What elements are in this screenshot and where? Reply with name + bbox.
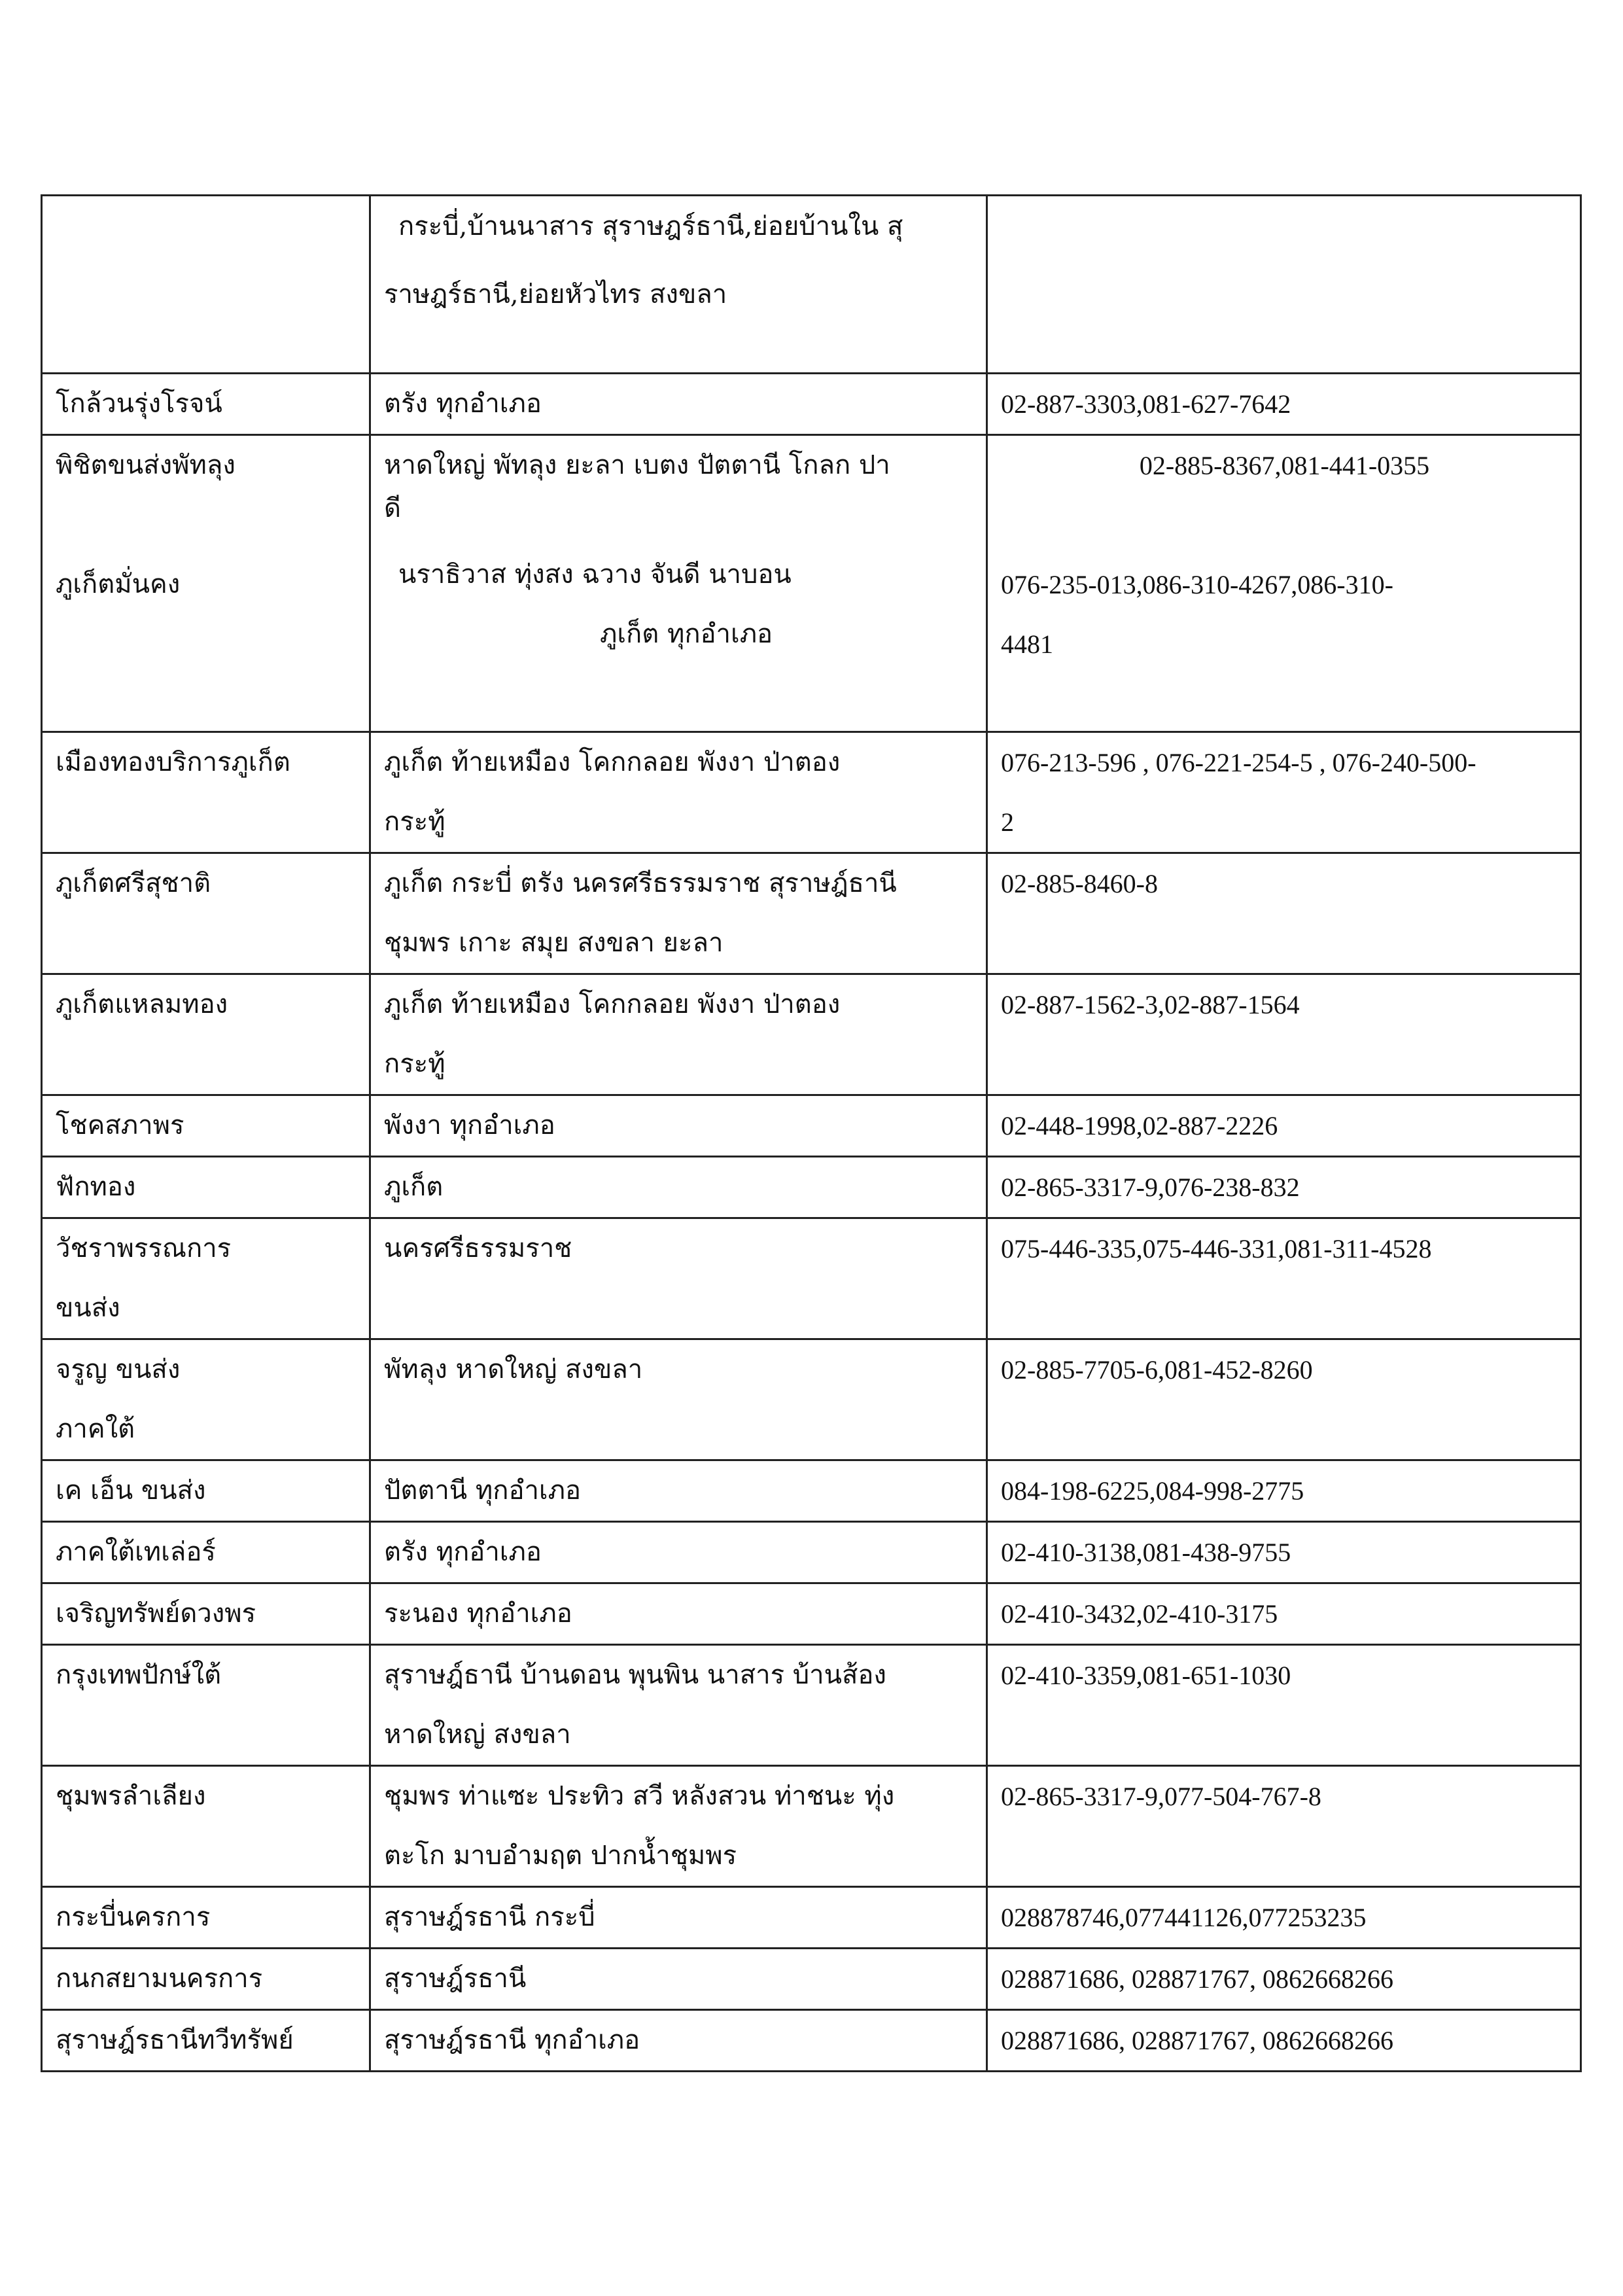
route-cell: สุราษฎ์รธานี ทุกอำเภอ xyxy=(370,2010,987,2072)
table-row xyxy=(42,1218,1581,1339)
company-cell: กนกสยามนครการ xyxy=(42,1949,370,2010)
phone-cell: 02-885-7705-6,081-452-8260 xyxy=(987,1339,1581,1460)
company-cell: ภูเก็ตศรีสุชาติ xyxy=(42,853,370,974)
route-cell: ตรัง ทุกอำเภอ xyxy=(370,374,987,435)
route-cell: ระนอง ทุกอำเภอ xyxy=(370,1583,987,1645)
table-row xyxy=(42,732,1581,853)
phone-cell: 02-410-3359,081-651-1030 xyxy=(987,1645,1581,1766)
phone-cell: 02-448-1998,02-887-2226 xyxy=(987,1095,1581,1157)
route-cell: ภูเก็ต ท้ายเหมือง โคกกลอย พังงา ป่าตอง กระทู้ xyxy=(370,974,987,1095)
route-cell: ปัตตานี ทุกอำเภอ xyxy=(370,1460,987,1522)
route-cell: นครศรีธรรมราช xyxy=(370,1218,987,1339)
phone-cell: 02-885-8367,081-441-0355 076-235-013,086-310-4267,086-310- 4481 xyxy=(987,435,1581,732)
company-cell: กรุงเทพปักษ์ใต้ xyxy=(42,1645,370,1766)
phone-cell xyxy=(987,196,1581,374)
route-cell xyxy=(370,196,987,374)
phone-cell: 02-410-3138,081-438-9755 xyxy=(987,1522,1581,1583)
route-cell: พัทลุง หาดใหญ่ สงขลา xyxy=(370,1339,987,1460)
phone-cell: 02-410-3432,02-410-3175 xyxy=(987,1583,1581,1645)
table-row xyxy=(42,1645,1581,1766)
route-cell: หาดใหญ่ พัทลุง ยะลา เบตง ปัตตานี โกลก ปา ดี นราธิวาส ทุ่งสง ฉวาง จันดี นาบอน ภูเก็ต ทุกอำเภอ xyxy=(370,435,987,732)
table-row xyxy=(42,374,1581,435)
route-cell: พังงา ทุกอำเภอ xyxy=(370,1095,987,1157)
table-row xyxy=(42,1522,1581,1583)
route-cell: ตรัง ทุกอำเภอ xyxy=(370,1522,987,1583)
table-row xyxy=(42,1460,1581,1522)
table-row xyxy=(42,435,1581,732)
route-cell: ชุมพร ท่าแซะ ประทิว สวี หลังสวน ท่าชนะ ทุ่ง ตะโก มาบอำมฤต ปากน้ำชุมพร xyxy=(370,1766,987,1887)
table-row xyxy=(42,1887,1581,1949)
company-cell: ฟักทอง xyxy=(42,1157,370,1218)
company-cell: เจริญทรัพย์ดวงพร xyxy=(42,1583,370,1645)
phone-cell: 02-885-8460-8 xyxy=(987,853,1581,974)
route-line: ราษฎร์ธานี,ย่อยหัวไทร สงขลา xyxy=(384,279,727,309)
document-table xyxy=(41,194,1582,2072)
company-cell: สุราษฎ์รธานีทวีทรัพย์ xyxy=(42,2010,370,2072)
company-cell: วัชราพรรณการ ขนส่ง xyxy=(42,1218,370,1339)
table-row xyxy=(42,1095,1581,1157)
route-cell: สุราษฎ์รธานี กระบี่ xyxy=(370,1887,987,1949)
company-cell: เค เอ็น ขนส่ง xyxy=(42,1460,370,1522)
company-cell: จรูญ ขนส่ง ภาคใต้ xyxy=(42,1339,370,1460)
table-row xyxy=(42,1766,1581,1887)
route-cell: สุราษฎ์รธานี xyxy=(370,1949,987,2010)
company-cell xyxy=(42,196,370,374)
table-row xyxy=(42,1339,1581,1460)
company-cell: ชุมพรลำเลียง xyxy=(42,1766,370,1887)
route-cell: สุราษฎ์ธานี บ้านดอน พุนพิน นาสาร บ้านส้อง หาดใหญ่ สงขลา xyxy=(370,1645,987,1766)
phone-cell: 075-446-335,075-446-331,081-311-4528 xyxy=(987,1218,1581,1339)
table-row xyxy=(42,196,1581,374)
route-cell: ภูเก็ต xyxy=(370,1157,987,1218)
table-row xyxy=(42,974,1581,1095)
company-cell: โชคสภาพร xyxy=(42,1095,370,1157)
table-row xyxy=(42,853,1581,974)
route-line: กระบี่,บ้านนาสาร สุราษฎร์ธานี,ย่อยบ้านใน สุ xyxy=(398,211,903,241)
phone-cell: 02-865-3317-9,077-504-767-8 xyxy=(987,1766,1581,1887)
phone-cell: 02-887-1562-3,02-887-1564 xyxy=(987,974,1581,1095)
table-row xyxy=(42,1583,1581,1645)
phone-cell: 076-213-596 , 076-221-254-5 , 076-240-500- 2 xyxy=(987,732,1581,853)
phone-cell: 084-198-6225,084-998-2775 xyxy=(987,1460,1581,1522)
phone-cell: 02-865-3317-9,076-238-832 xyxy=(987,1157,1581,1218)
table-row xyxy=(42,1157,1581,1218)
company-cell: โกล้วนรุ่งโรจน์ xyxy=(42,374,370,435)
table-row xyxy=(42,2010,1581,2072)
phone-cell: 028871686, 028871767, 0862668266 xyxy=(987,1949,1581,2010)
company-cell: เมืองทองบริการภูเก็ต xyxy=(42,732,370,853)
phone-cell: 028871686, 028871767, 0862668266 xyxy=(987,2010,1581,2072)
company-cell: ภูเก็ตแหลมทอง xyxy=(42,974,370,1095)
company-cell: กระบี่นครการ xyxy=(42,1887,370,1949)
table-row xyxy=(42,1949,1581,2010)
company-cell: ภาคใต้เทเล่อร์ xyxy=(42,1522,370,1583)
route-cell: ภูเก็ต กระบี่ ตรัง นครศรีธรรมราช สุราษฎ์ธานี ชุมพร เกาะ สมุย สงขลา ยะลา xyxy=(370,853,987,974)
route-cell: ภูเก็ต ท้ายเหมือง โคกกลอย พังงา ป่าตอง กระทู้ xyxy=(370,732,987,853)
phone-cell: 02-887-3303,081-627-7642 xyxy=(987,374,1581,435)
phone-cell: 028878746,077441126,077253235 xyxy=(987,1887,1581,1949)
company-cell: พิชิตขนส่งพัทลุง ภูเก็ตมั่นคง xyxy=(42,435,370,732)
